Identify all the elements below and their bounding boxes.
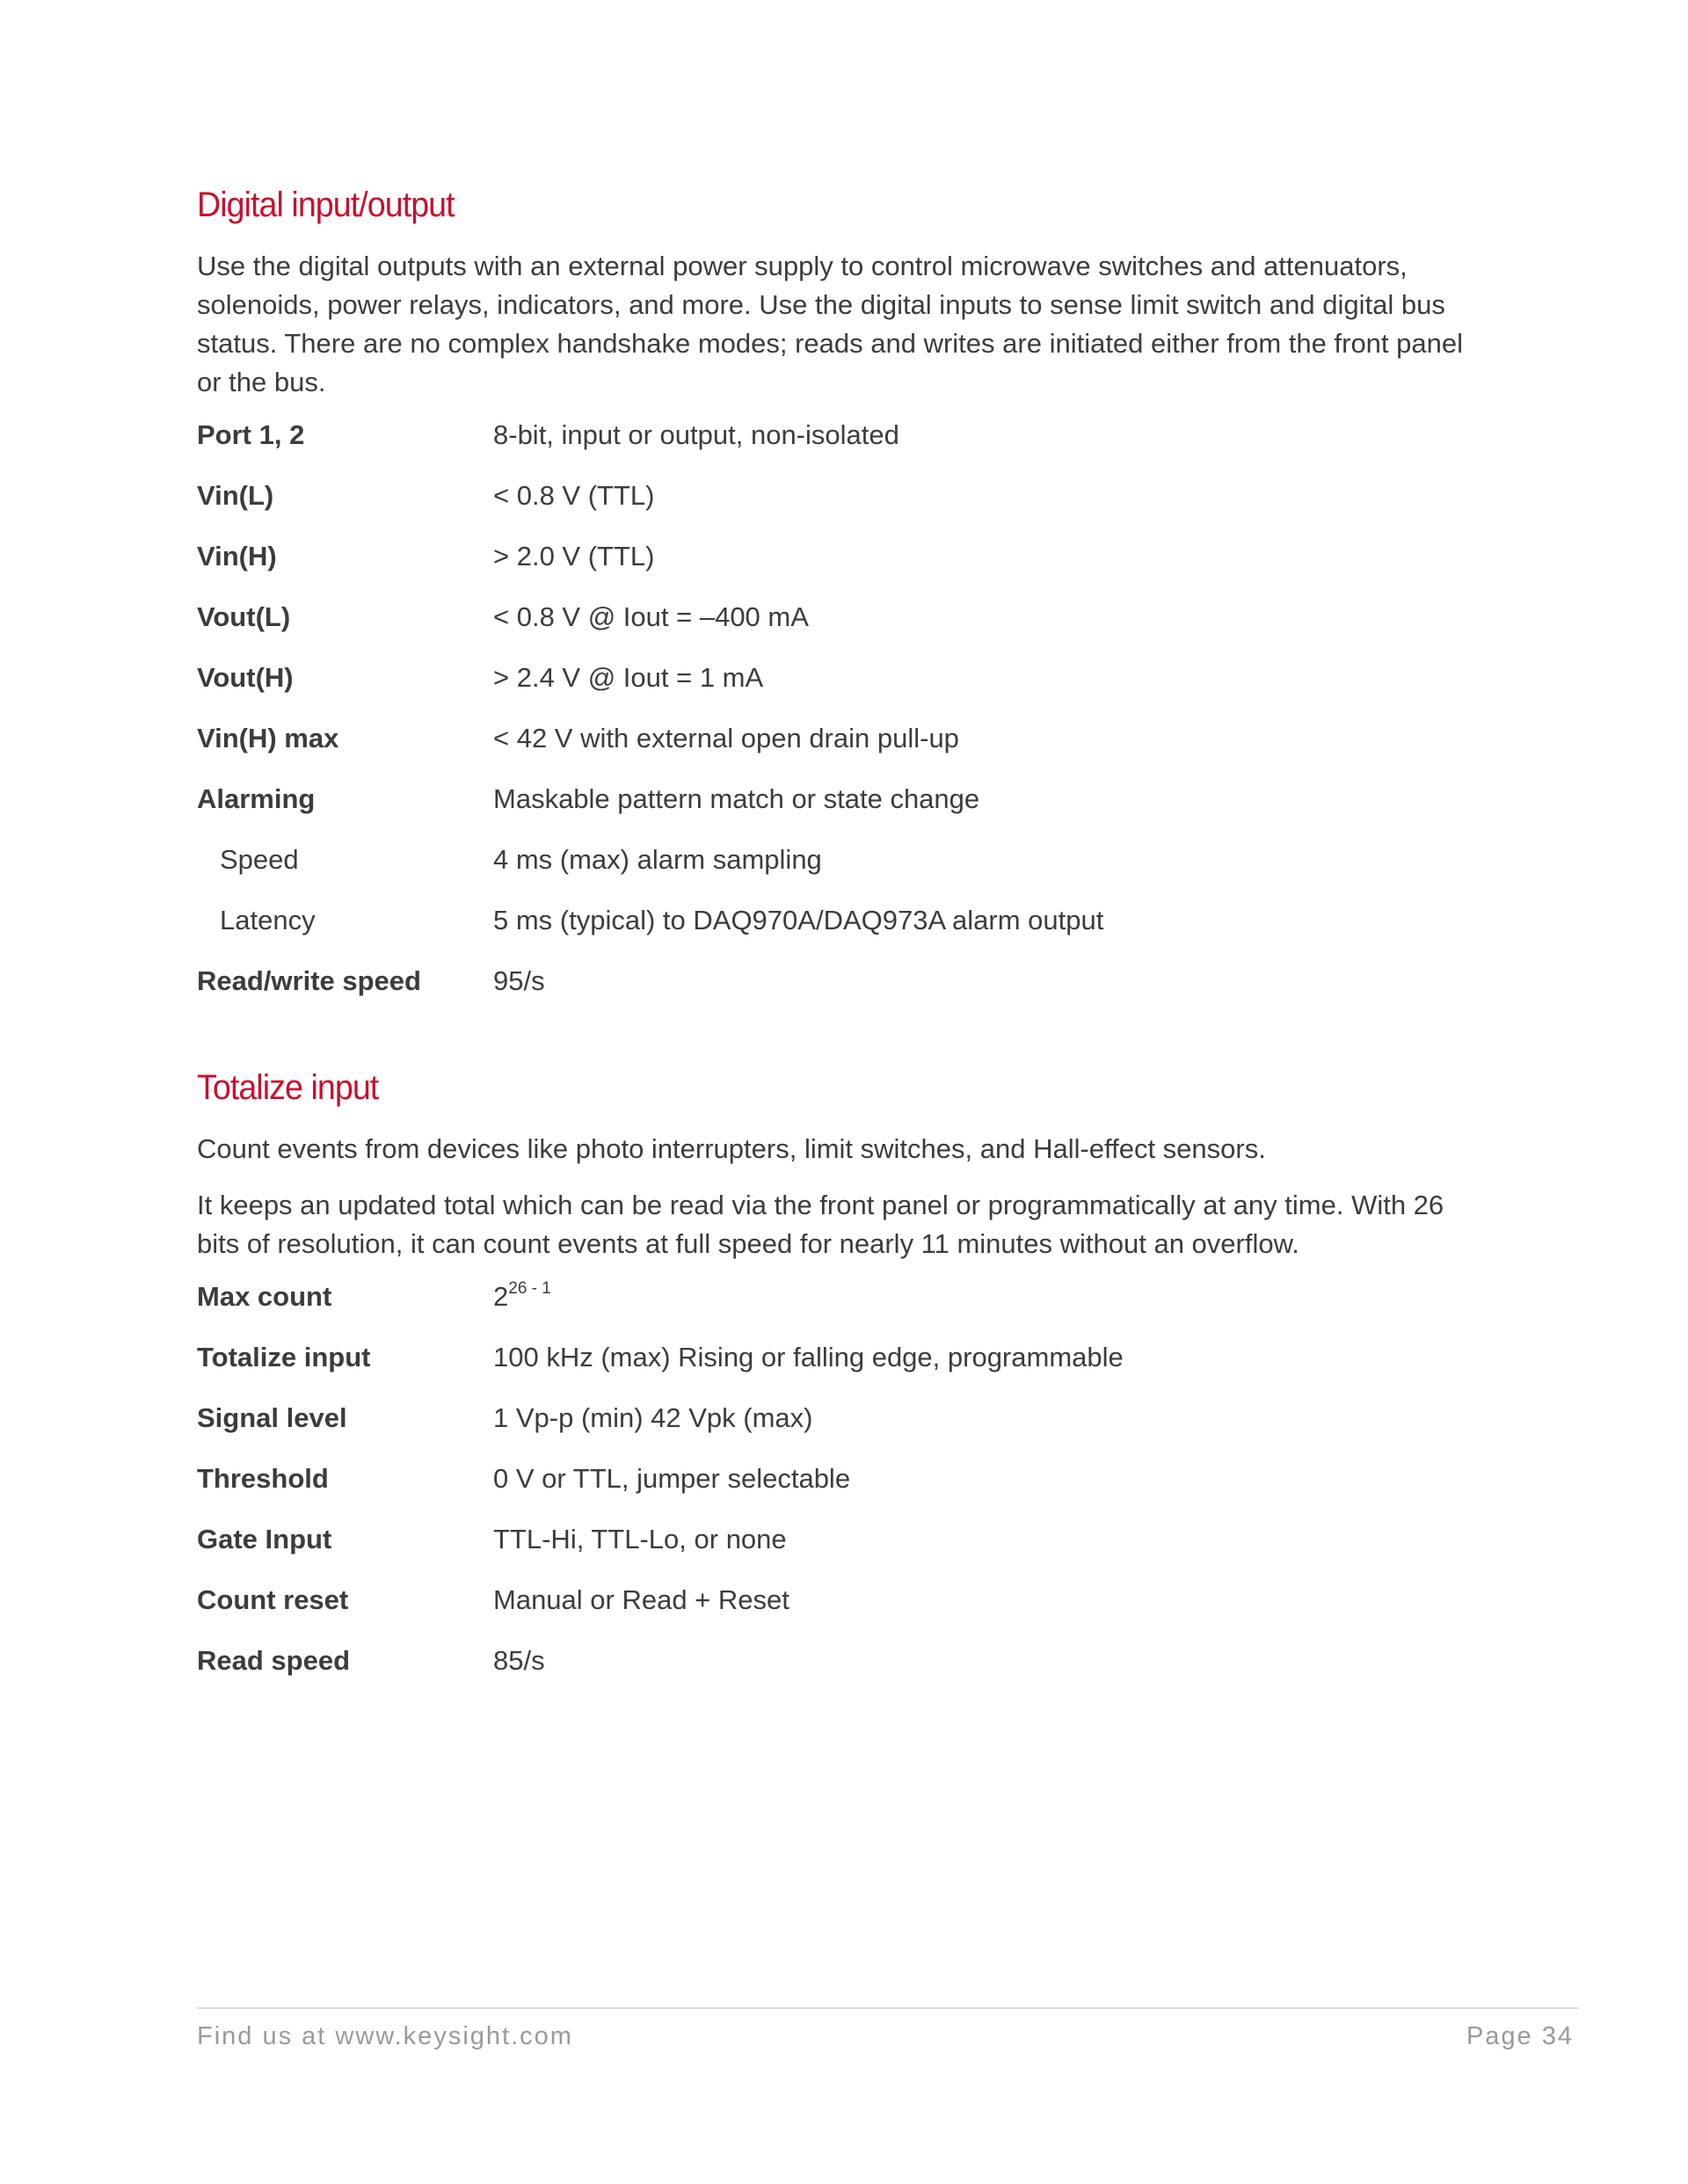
spec-value: 8-bit, input or output, non-isolated: [493, 419, 899, 450]
totalize-description-2: It keeps an updated total which can be read via the front panel or programmatically at any time. With 26 bits of resolution, it can count events at full speed for nearly 11 minutes without an overflow.: [197, 1190, 1444, 1259]
spec-label: Totalize input: [197, 1342, 371, 1372]
digital-io-section: [197, 180, 1481, 1026]
spec-label: Signal level: [197, 1402, 347, 1433]
spec-row-vin-h-max: [197, 723, 1481, 783]
spec-label: Vin(H) max: [197, 723, 339, 753]
spec-label: Alarming: [197, 783, 316, 814]
spec-label: Read/write speed: [197, 965, 421, 996]
spec-row-count-reset: [197, 1584, 1481, 1645]
totalize-section: [197, 1063, 1481, 1706]
spec-label: Gate Input: [197, 1524, 332, 1554]
spec-row-signal-level: [197, 1402, 1481, 1463]
spec-sublabel: Latency: [220, 905, 316, 935]
digital-io-heading: Digital input/output: [197, 186, 455, 224]
spec-label: Max count: [197, 1281, 332, 1312]
spec-row-gate-input: [197, 1524, 1481, 1584]
spec-value: < 0.8 V @ Iout = –400 mA: [493, 601, 809, 632]
spec-label: Threshold: [197, 1463, 329, 1494]
spec-row-speed: [197, 844, 1481, 905]
digital-io-spec-table: [197, 419, 1481, 1026]
spec-value: 85/s: [493, 1645, 545, 1676]
spec-value: Maskable pattern match or state change: [493, 783, 980, 814]
totalize-heading: Totalize input: [197, 1068, 379, 1107]
footer-page-number: Page 34: [1466, 2022, 1574, 2050]
footer-divider: [197, 2007, 1579, 2009]
spec-row-alarming: [197, 783, 1481, 844]
spec-row-latency: [197, 905, 1481, 965]
spec-value: < 42 V with external open drain pull-up: [493, 723, 959, 753]
spec-value: 100 kHz (max) Rising or falling edge, programmable: [493, 1342, 1124, 1372]
spec-row-read-write-speed: [197, 965, 1481, 1026]
spec-label: Vout(L): [197, 601, 291, 632]
spec-label: Read speed: [197, 1645, 351, 1676]
spec-row-port: [197, 419, 1481, 480]
spec-value: Manual or Read + Reset: [493, 1584, 789, 1615]
spec-row-vout-l: [197, 601, 1481, 662]
digital-io-description: Use the digital outputs with an external power supply to control microwave switches and attenuators, solenoids, power relays, indicators, and more. Use the digital inputs to sense limit switch and digital bus status. There are no complex handshake modes; reads and writes are initiated either from the front panel or the bus.: [197, 251, 1464, 397]
max-count-exponent: 26 - 1: [508, 1279, 551, 1298]
spec-label: Vin(H): [197, 541, 277, 571]
spec-row-max-count: [197, 1281, 1481, 1342]
spec-value: 5 ms (typical) to DAQ970A/DAQ973A alarm output: [493, 905, 1104, 935]
spec-row-vout-h: [197, 662, 1481, 723]
spec-value: > 2.4 V @ Iout = 1 mA: [493, 662, 764, 693]
footer-website: Find us at www.keysight.com: [197, 2022, 573, 2050]
page-content: [197, 180, 1481, 1706]
spec-value: 1 Vp-p (min) 42 Vpk (max): [493, 1402, 813, 1433]
spec-label: Vin(L): [197, 480, 274, 511]
spec-value: > 2.0 V (TTL): [493, 541, 655, 571]
spec-row-read-speed: [197, 1645, 1481, 1706]
totalize-spec-table: [197, 1281, 1481, 1706]
spec-sublabel: Speed: [220, 844, 299, 875]
totalize-description-1: Count events from devices like photo interrupters, limit switches, and Hall-effect sensors.: [197, 1133, 1266, 1164]
spec-row-vin-l: [197, 480, 1481, 541]
spec-row-totalize-input: [197, 1342, 1481, 1402]
spec-row-threshold: [197, 1463, 1481, 1524]
spec-label: Vout(H): [197, 662, 294, 693]
spec-row-vin-h: [197, 541, 1481, 601]
spec-value: 4 ms (max) alarm sampling: [493, 844, 822, 875]
spec-value: < 0.8 V (TTL): [493, 480, 655, 511]
spec-value: 95/s: [493, 965, 545, 996]
spec-value: TTL-Hi, TTL-Lo, or none: [493, 1524, 787, 1554]
spec-value: 0 V or TTL, jumper selectable: [493, 1463, 851, 1494]
max-count-base: 2: [493, 1281, 509, 1312]
spec-value-max-count: [493, 1281, 551, 1313]
spec-label: Count reset: [197, 1584, 349, 1615]
spec-label: Port 1, 2: [197, 419, 305, 450]
